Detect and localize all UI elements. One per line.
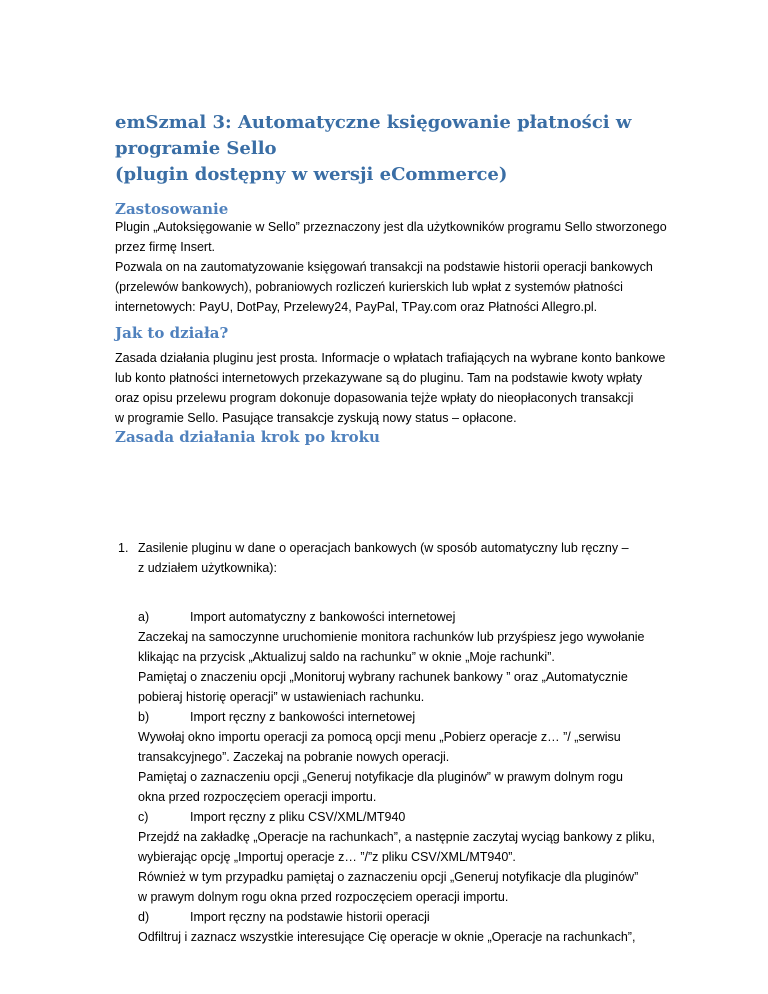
text-line: Pamiętaj o znaczeniu opcji „Monitoruj wybrany rachunek bankowy ” oraz „Automatycznie bbox=[138, 670, 628, 684]
text-line: pobieraj historię operacji” w ustawieniach rachunku. bbox=[138, 690, 425, 704]
subitem-label: d) bbox=[138, 910, 150, 924]
heading-zastosowanie: Zastosowanie bbox=[115, 200, 229, 218]
text-line: Wywołaj okno importu operacji za pomocą opcji menu „Pobierz operacje z… ”/ „serwisu bbox=[138, 730, 621, 744]
text-line: transakcyjnego”. Zaczekaj na pobranie nowych operacji. bbox=[138, 750, 450, 764]
text-line: przez firmę Insert. bbox=[115, 240, 216, 254]
text-line: Zasada działania pluginu jest prosta. Informacje o wpłatach trafiających na wybrane konto bankowe bbox=[115, 351, 666, 365]
text-line: Przejdź na zakładkę „Operacje na rachunkach”, a następnie zaczytaj wyciąg bankowy z pliku, bbox=[138, 830, 655, 844]
text-line: Pozwala on na zautomatyzowanie księgowań transakcji na podstawie historii operacji bankowych bbox=[115, 260, 653, 274]
text-line: klikając na przycisk „Aktualizuj saldo na rachunku” w oknie „Moje rachunki”. bbox=[138, 650, 555, 664]
subitem-title: Import ręczny z bankowości internetowej bbox=[190, 710, 416, 724]
subitem-label: c) bbox=[138, 810, 149, 824]
heading-krok-po-kroku: Zasada działania krok po kroku bbox=[115, 428, 380, 446]
text-line: Zasilenie pluginu w dane o operacjach bankowych (w sposób automatyczny lub ręczny – bbox=[138, 541, 629, 555]
text-line: okna przed rozpoczęciem operacji importu. bbox=[138, 790, 377, 804]
subitem-b bbox=[138, 707, 698, 807]
text-line: w prawym dolnym rogu okna przed rozpoczęciem operacji importu. bbox=[138, 890, 509, 904]
subitem-title: Import automatyczny z bankowości internetowej bbox=[190, 610, 456, 624]
subitem-label: b) bbox=[138, 710, 150, 724]
text-line: Pamiętaj o zaznaczeniu opcji „Generuj notyfikacje dla pluginów” w prawym dolnym rogu bbox=[138, 770, 623, 784]
text-line: wybierając opcję „Importuj operacje z… ”/”z pliku CSV/XML/MT940”. bbox=[138, 850, 516, 864]
text-line: lub konto płatności internetowych przekazywane są do pluginu. Tam na podstawie kwoty wpłaty bbox=[115, 371, 643, 385]
text-line: Odfiltruj i zaznacz wszystkie interesujące Cię operacje w oknie „Operacje na rachunkach”, bbox=[138, 930, 636, 944]
list-number: 1. bbox=[118, 541, 129, 555]
text-line: Zaczekaj na samoczynne uruchomienie monitora rachunków lub przyśpiesz jego wywołanie bbox=[138, 630, 645, 644]
text-line: (przelewów bankowych), pobraniowych rozliczeń kurierskich lub wpłat z systemów płatności bbox=[115, 280, 623, 294]
title-line-1: emSzmal 3: Automatyczne księgowanie płatności w programie Sello bbox=[115, 112, 632, 159]
text-line: Plugin „Autoksięgowanie w Sello” przeznaczony jest dla użytkowników programu Sello stworzonego bbox=[115, 220, 667, 234]
text-line: oraz opisu przelewu program dokonuje dopasowania tejże wpłaty do nieopłaconych transakcji bbox=[115, 391, 634, 405]
subitem-label: a) bbox=[138, 610, 150, 624]
subitem-d bbox=[138, 907, 698, 947]
subitem-a bbox=[138, 607, 698, 707]
subitem-title: Import ręczny z pliku CSV/XML/MT940 bbox=[190, 810, 406, 824]
text-line: internetowych: PayU, DotPay, Przelewy24, PayPal, TPay.com oraz Płatności Allegro.pl. bbox=[115, 300, 598, 314]
text-line: z udziałem użytkownika): bbox=[138, 561, 277, 575]
subitem-c bbox=[138, 807, 698, 907]
text-line: Również w tym przypadku pamiętaj o zaznaczeniu opcji „Generuj notyfikacje dla pluginów” bbox=[138, 870, 639, 884]
paragraph-jak-to-dziala bbox=[115, 348, 675, 428]
heading-jak-to-dziala: Jak to działa? bbox=[115, 324, 229, 342]
subitem-title: Import ręczny na podstawie historii operacji bbox=[190, 910, 430, 924]
text-line: w programie Sello. Pasujące transakcje zyskują nowy status – opłacone. bbox=[115, 411, 517, 425]
paragraph-zastosowanie bbox=[115, 217, 675, 317]
title-line-2: (plugin dostępny w wersji eCommerce) bbox=[115, 164, 508, 185]
document-title bbox=[115, 110, 675, 188]
